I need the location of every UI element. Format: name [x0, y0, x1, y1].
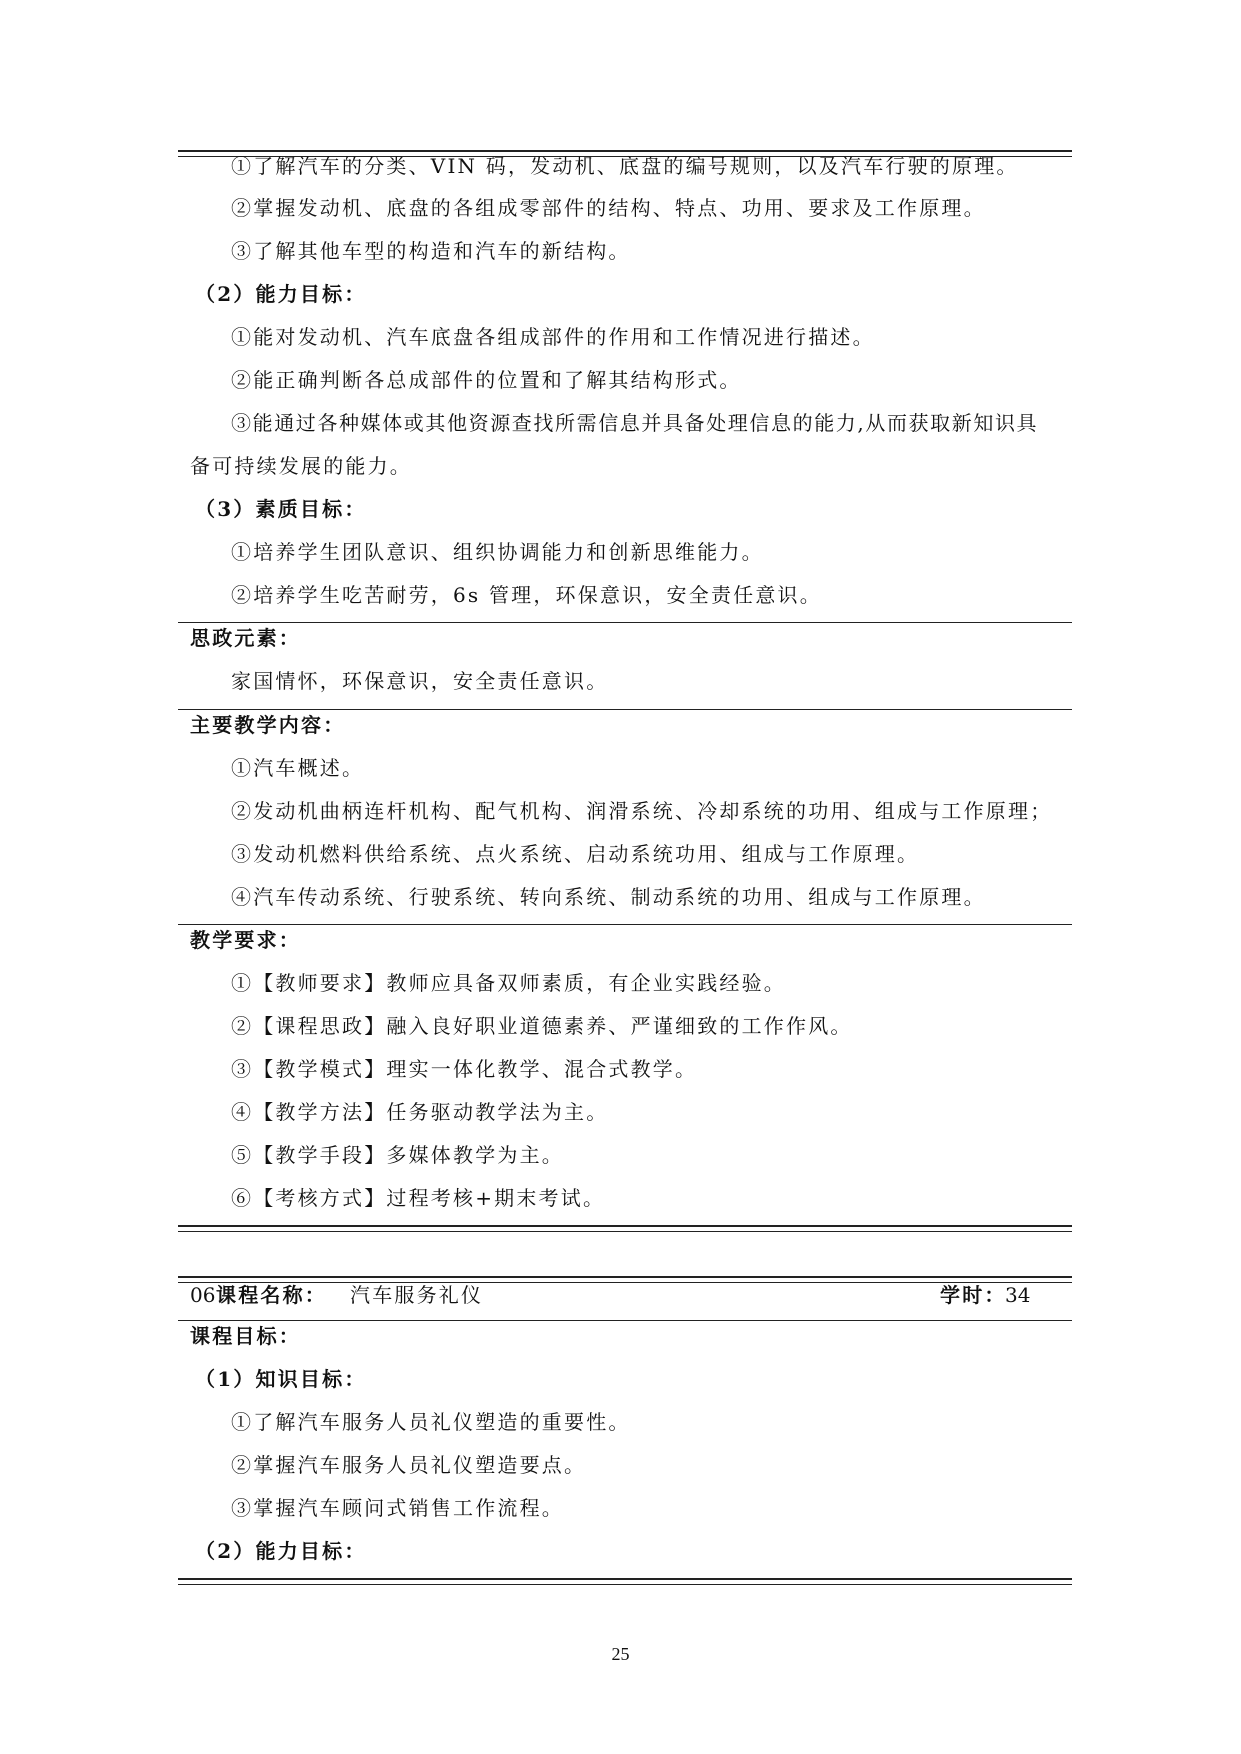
- section-end-rule: [178, 1225, 1072, 1232]
- divider: [178, 709, 1072, 710]
- ideology-heading: 思政元素：: [190, 626, 301, 650]
- ideology-text: 家国情怀，环保意识，安全责任意识。: [231, 669, 609, 693]
- content-item-1: ①汽车概述。: [231, 756, 365, 780]
- quality-item-2: ②培养学生吃苦耐劳，6s 管理，环保意识，安全责任意识。: [231, 583, 822, 607]
- divider: [178, 1320, 1072, 1321]
- course-goals-heading: 课程目标：: [190, 1324, 301, 1348]
- content-item-4: ④汽车传动系统、行驶系统、转向系统、制动系统的功用、组成与工作原理。: [231, 885, 986, 909]
- requirement-item-1: ①【教师要求】教师应具备双师素质，有企业实践经验。: [231, 971, 786, 995]
- course-knowledge-item-2: ②掌握汽车服务人员礼仪塑造要点。: [231, 1453, 587, 1477]
- requirement-item-3: ③【教学模式】理实一体化教学、混合式教学。: [231, 1057, 698, 1081]
- course-knowledge-item-3: ③掌握汽车顾问式销售工作流程。: [231, 1496, 564, 1520]
- course-name-label: 课程名称：: [216, 1283, 327, 1307]
- divider: [178, 622, 1072, 623]
- course-hours: 34: [1005, 1283, 1031, 1307]
- content-item-2: ②发动机曲柄连杆机构、配气机构、润滑系统、冷却系统的功用、组成与工作原理；: [231, 799, 1053, 823]
- ability-item-3: ③能通过各种媒体或其他资源查找所需信息并具备处理信息的能力,从而获取新知识具: [231, 411, 1039, 435]
- requirement-item-6: ⑥【考核方式】过程考核+期末考试。: [231, 1186, 606, 1210]
- quality-heading: （3）素质目标：: [195, 497, 367, 521]
- ability-item-2: ②能正确判断各总成部件的位置和了解其结构形式。: [231, 368, 742, 392]
- content-heading: 主要教学内容：: [190, 713, 346, 737]
- course-knowledge-heading: （1）知识目标：: [195, 1367, 367, 1391]
- course-hours-label: 学时：: [940, 1283, 1007, 1307]
- knowledge-item-1: ①了解汽车的分类、VIN 码，发动机、底盘的编号规则，以及汽车行驶的原理。: [231, 154, 1019, 178]
- bottom-rule: [178, 1578, 1072, 1585]
- requirement-item-2: ②【课程思政】融入良好职业道德素养、严谨细致的工作作风。: [231, 1014, 853, 1038]
- course-ability-heading: （2）能力目标：: [195, 1539, 367, 1563]
- quality-item-1: ①培养学生团队意识、组织协调能力和创新思维能力。: [231, 540, 764, 564]
- requirement-item-4: ④【教学方法】任务驱动教学法为主。: [231, 1100, 609, 1124]
- ability-item-1: ①能对发动机、汽车底盘各组成部件的作用和工作情况进行描述。: [231, 325, 875, 349]
- course-knowledge-item-1: ①了解汽车服务人员礼仪塑造的重要性。: [231, 1410, 631, 1434]
- content-item-3: ③发动机燃料供给系统、点火系统、启动系统功用、组成与工作原理。: [231, 842, 920, 866]
- course-name: 汽车服务礼仪: [350, 1283, 484, 1307]
- knowledge-item-3: ③了解其他车型的构造和汽车的新结构。: [231, 239, 631, 263]
- knowledge-item-2: ②掌握发动机、底盘的各组成零部件的结构、特点、功用、要求及工作原理。: [231, 196, 986, 220]
- course-number: 06: [190, 1283, 216, 1307]
- ability-heading: （2）能力目标：: [195, 282, 367, 306]
- requirement-heading: 教学要求：: [190, 928, 301, 952]
- requirement-item-5: ⑤【教学手段】多媒体教学为主。: [231, 1143, 564, 1167]
- divider: [178, 924, 1072, 925]
- page-number: 25: [611, 1644, 630, 1664]
- ability-item-3-continuation: 备可持续发展的能力。: [190, 454, 412, 478]
